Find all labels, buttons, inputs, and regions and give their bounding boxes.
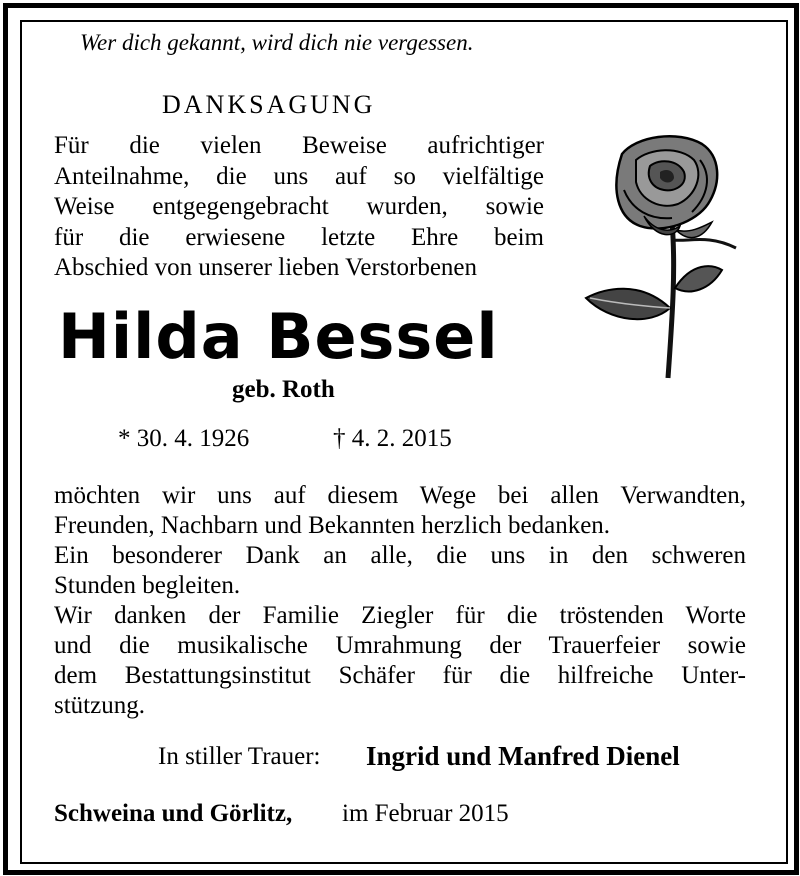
mourners-names: Ingrid und Manfred Dienel (366, 741, 680, 771)
death-date: † 4. 2. 2015 (333, 425, 452, 452)
body-line: möchten wir uns auf diesem Wege bei allen Verwandten, (54, 482, 746, 509)
body-line: Stunden begleiten. (54, 572, 241, 599)
body-line: Wir danken der Familie Ziegler für die tröstenden Worte (54, 602, 746, 629)
body-line: stützung. (54, 692, 145, 719)
heading: DANKSAGUNG (162, 90, 376, 119)
date-line: im Februar 2015 (342, 800, 509, 827)
intro-line: für die erwiesene letzte Ehre beim (54, 223, 544, 251)
mourning-label: In stiller Trauer: (158, 743, 321, 770)
maiden-name: geb. Roth (232, 376, 335, 403)
body-line: Freunden, Nachbarn und Bekannten herzlich bedanken. (54, 512, 611, 539)
intro-line: Für die vielen Beweise aufrichtiger (54, 132, 544, 159)
deceased-name: Hilda Bessel (58, 300, 499, 373)
body-line: und die musikalische Umrahmung der Trauerfeier sowie (54, 632, 746, 659)
place: Schweina und Görlitz, (54, 800, 293, 827)
intro-paragraph (54, 131, 544, 284)
body-line: dem Bestattungsinstitut Schäfer für die hilfreiche Unter- (54, 662, 746, 689)
rose-icon (580, 130, 750, 382)
intro-line: Anteilnahme, die uns auf so vielfältige (54, 162, 544, 190)
intro-line: Weise entgegengebracht wurden, sowie (54, 193, 544, 220)
motto: Wer dich gekannt, wird dich nie vergessen. (80, 30, 474, 55)
intro-line: Abschied von unserer lieben Verstorbenen (54, 254, 478, 281)
birth-date: * 30. 4. 1926 (118, 425, 250, 452)
body-paragraph (54, 481, 746, 721)
body-line: Ein besonderer Dank an alle, die uns in den schweren (54, 542, 746, 569)
